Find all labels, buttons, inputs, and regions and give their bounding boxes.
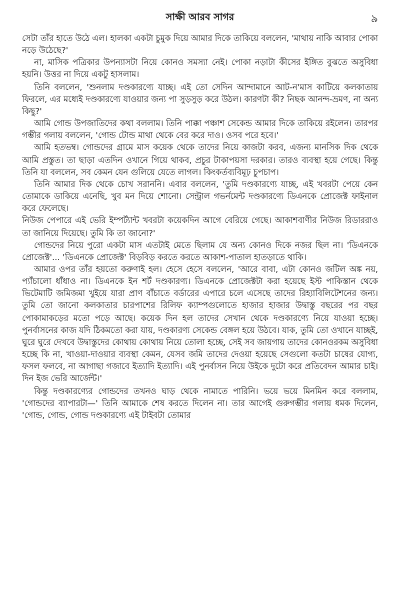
paragraph: সেটা তাঁর হাতে উঠে এল। হালকা একটা চুমুক দিয়ে আমার দিকে তাকিয়ে বললেন, 'মাথায় নাকি আবার পোকা নড়ে উঠেছে?' (22, 33, 378, 56)
paragraph: তিনি আমার দিক থেকে চোখ সরাননি। এবার বললেন, 'তুমি দণ্ডকারণ্যে যাচ্ছ, এই খবরটা পেয়ে কেন তোমাকে ডাকিয়ে এনেছি, খুব মন দিয়ে শোনো। সেন্ট্রাল গভর্নমেন্ট দণ্ডকারণ্যে ডিএনকে প্রোজেক্ট ফাইনাল করে ফেলেছে। (22, 178, 378, 214)
page-header (22, 10, 378, 26)
page-number: ৯ (370, 12, 378, 25)
paragraph: আমি হতভম্ব। গোন্ডদের গ্রামে মাস কয়েক থেকে তাদের নিয়ে কাজটা করব, এজন্য মানসিক দিক থেকে আমি প্রস্তুত। তা ছাড়া এতদিন ওখানে গিয়ে থাকব, প্রচুর টাকাপয়সা দরকার। তারও ব্যবস্থা হয়ে গেছে। কিন্তু তিনি যা বললেন, সব কেমন যেন গুলিয়ে যেতে লাগল। কিংকর্তব্যবিমূঢ় চুপচাপ। (22, 142, 378, 177)
paragraph: আমার ওপর তাঁর হয়তো করুণাই হল। হেসে হেসে বললেন, 'আরে বাবা, এটা কোনও জটিল অঙ্ক নয়, প্যাঁচালো ধাঁধাও না। ডিএনকে ইন শর্ট দণ্ডকারণ্য। ডিএনকে প্রোজেক্টটা করা হয়েছে ইস্ট পাকিস্তান থেকে ভিটেমাটি জমিজমা খুইয়ে যারা প্রাণ বাঁচাতে বর্ডারের এপারে চলে এসেছে তাদের রিহ্যাবিলিটেশনের জন্য। তুমি তো জানো কলকাতার চারপাশের রিলিফ ক্যাম্পগুলোতে হাজার হাজার উদ্বাস্তু বছরের পর বছর পোকামাকড়ের মতো পড়ে আছে। কয়েক দিন হল তাদের সেখান থেকে দণ্ডকারণ্যে নিয়ে যাওয়া হচ্ছে। পুনর্বাসনের কাজ যদি ঠিকমতো করা যায়, দণ্ডকারণ্য সেকেন্ড বেঙ্গল হয়ে উঠবে। যাক, তুমি তো ওখানে যাচ্ছই, ঘুরে ঘুরে দেখবে উদ্বাস্তুদের কোথায় কোথায় নিয়ে তোলা হচ্ছে, সেই সব জায়গায় তাদের কোনওরকম অসুবিধা হচ্ছে কি না, খাওয়া-দাওয়ার ব্যবস্থা কেমন, যেসব জমি তাদের দেওয়া হয়েছে সেগুলো কতটা চাষের যোগ্য, ফসল ফলবে, না আগাছা গজাবে ইত্যাদি ইত্যাদি। এই পুনর্বাসন নিয়ে উইকে দুটো করে প্রতিবেদন আমার চাই। দিন ইজ ভেরি আর্জেন্ট।' (22, 263, 378, 384)
paragraph: কিন্তু দণ্ডকারণ্যের গোন্ডদের তখনও ঘাড় থেকে নামাতে পারিনি। ভয়ে ভয়ে মিনমিন করে বললাম, 'গোন্ডদের ব্যাপারটা—' তিনি আমাকে শেষ করতে দিলেন না। তার আগেই গুরুগম্ভীর গলায় ধমক দিলেন, 'গোন্ড, গোন্ড, গোন্ড দণ্ডকারণ্যে এই টাইবটা তোমার (22, 385, 378, 420)
paragraph: গোন্ডদের নিয়ে পুরো একটা মাস এতটাই মেতে ছিলাম যে অন্য কোনও দিকে নজর ছিল না। 'ডিএনকে প্রোজেক্ট'... 'ডিএনকে প্রোজেক্ট' বিড়বিড় করতে করতে আকাশ-পাতাল হাতড়াতে থাকি। (22, 239, 378, 262)
paragraph: আমি গোন্ড উপজাতিদের কথা বললাম। তিনি পাক্কা পঞ্চাশ সেকেন্ড আমার দিকে তাকিয়ে রইলেন। তারপর গম্ভীর গলায় বললেন, 'গোন্ড টোন্ড মাথা থেকে বের করে দাও। ওসব পরে হবে।' (22, 118, 378, 141)
paragraph: না, মাসিক পত্রিকার উপন্যাসটা নিয়ে কোনও সমস্যা নেই। পোকা নড়াটা কীসের ইঙ্গিত বুঝতে অসুবিধা হয়নি। উত্তর না দিয়ে একটু হাসলাম। (22, 57, 378, 80)
paragraph: তিনি বললেন, 'শুনলাম দণ্ডকারণ্যে যাচ্ছ। এই তো সেদিন আন্দামানে আট-ন'মাস কাটিয়ে কলকাতায় ফিরলে, এর মধ্যেই দণ্ডকারণ্যে যাওয়ার জন্য পা সুড়সুড় করে উঠল। কারণটা কী? নিছক আনন্দ-ভ্রমণ, না অন্য কিছু?' (22, 81, 378, 116)
paragraph: নিউজ পেপারে এই ভেরি ইম্পর্ট্যান্ট খবরটা কয়েকদিন আগে বেরিয়ে গেছে। আকাশবাণীর নিউজ রিডাররাও তা জানিয়ে দিয়েছে। তুমি কি তা জানো?' (22, 215, 378, 238)
body-text (22, 32, 378, 421)
running-title: সাক্ষী আরব সাগর (165, 12, 235, 23)
